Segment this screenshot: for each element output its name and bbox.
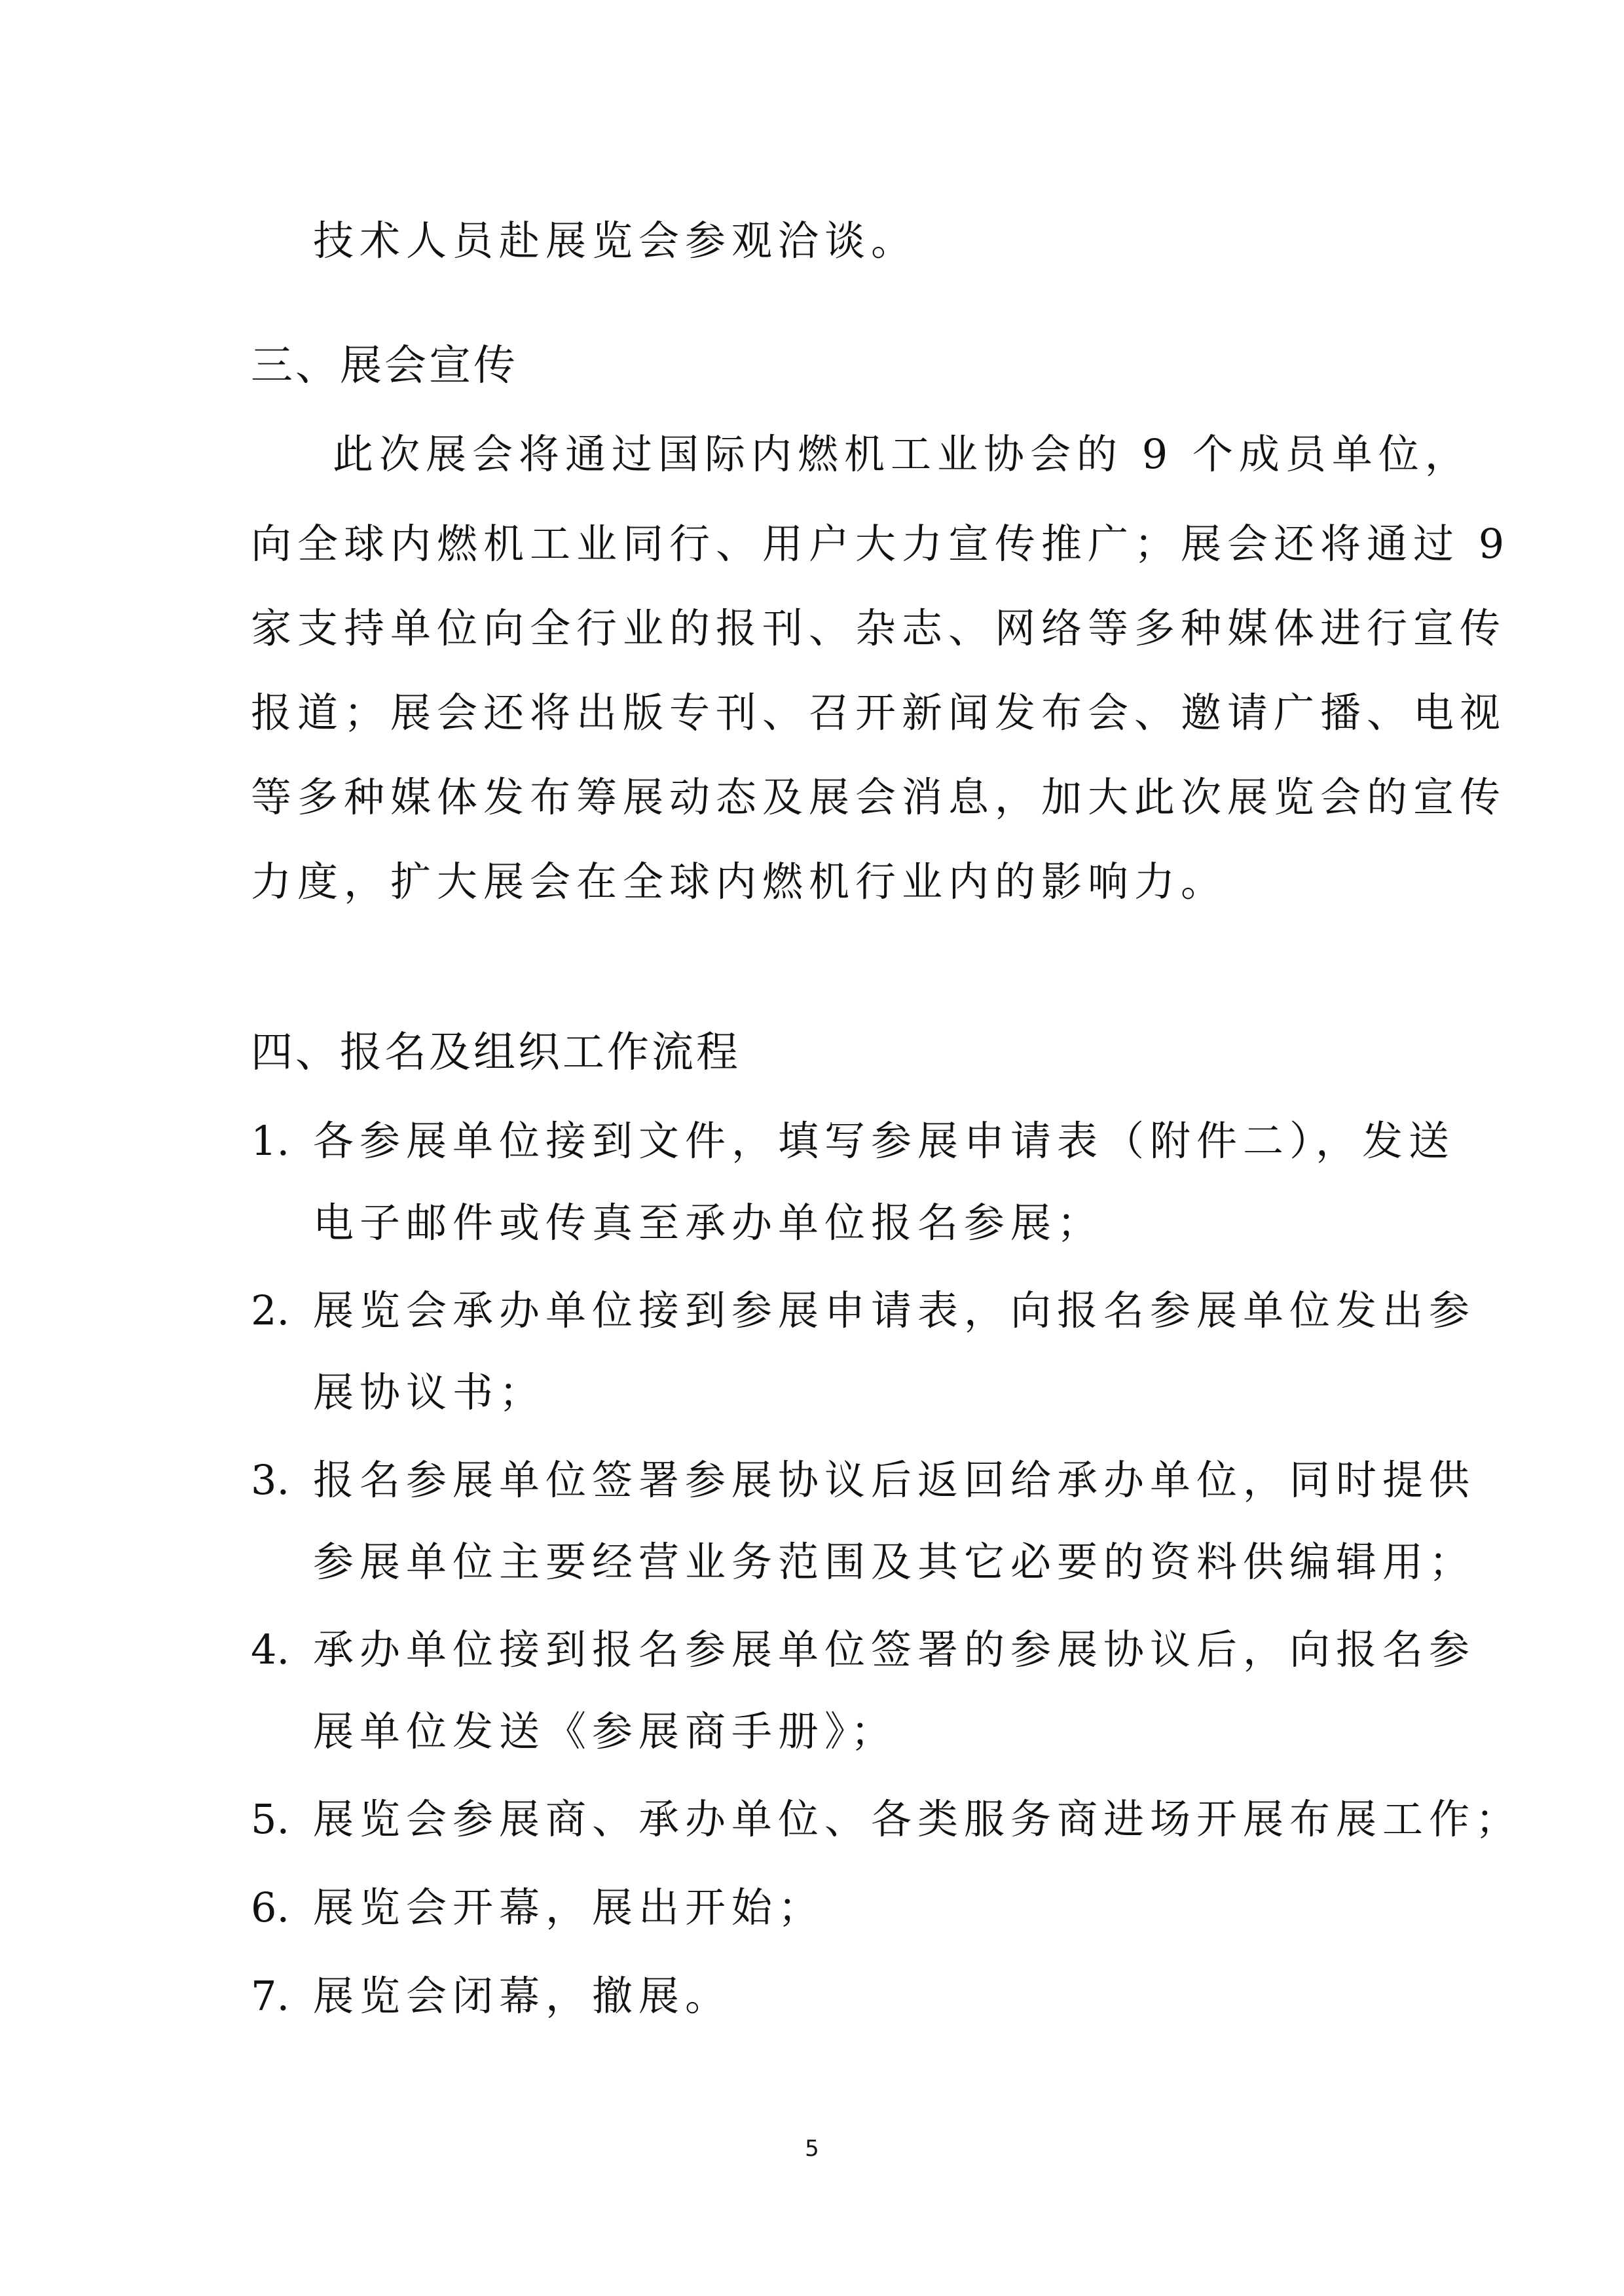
list-item-number: 7.	[251, 1972, 290, 2020]
list-item-number: 5.	[251, 1795, 290, 1843]
list-item	[251, 1454, 1475, 1506]
list-item	[251, 1970, 731, 2022]
list-item-continuation: 展协议书；	[313, 1368, 546, 1416]
list-item-number: 2.	[251, 1286, 290, 1334]
paragraph-line: 向全球内燃机工业同行、用户大力宣传推广；展会还将通过 9	[251, 520, 1511, 568]
paragraph-line: 等多种媒体发布筹展动态及展会消息，加大此次展览会的宣传	[251, 773, 1507, 821]
list-item-text: 展览会参展商、承办单位、各类服务商进场开展布展工作；	[313, 1795, 1522, 1843]
paragraph-line: 技术人员赴展览会参观洽谈。	[313, 217, 918, 264]
list-item	[251, 1115, 1455, 1167]
paragraph-line: 家支持单位向全行业的报刊、杂志、网络等多种媒体进行宣传	[251, 604, 1507, 652]
list-item	[251, 1624, 1475, 1676]
list-item-text: 展览会闭幕，撤展。	[313, 1972, 732, 2020]
list-item-number: 3.	[251, 1456, 290, 1504]
list-item	[251, 1793, 1522, 1846]
list-item	[251, 1882, 824, 1934]
paragraph-line: 此次展会将通过国际内燃机工业协会的 9 个成员单位，	[333, 430, 1471, 478]
list-item-continuation: 电子邮件或传真至承办单位报名参展；	[313, 1199, 1104, 1247]
page-number: 5	[805, 2136, 819, 2162]
list-item-number: 1.	[251, 1117, 290, 1165]
list-item-continuation: 展单位发送《参展商手册》；	[313, 1707, 898, 1755]
list-item-text: 报名参展单位签署参展协议后返回给承办单位，同时提供	[313, 1456, 1476, 1504]
list-item-number: 6.	[251, 1884, 290, 1931]
paragraph-line: 报道；展会还将出版专刊、召开新闻发布会、邀请广播、电视	[251, 689, 1507, 737]
list-item-number: 4.	[251, 1626, 290, 1673]
list-item-text: 各参展单位接到文件，填写参展申请表（附件二），发送	[313, 1117, 1456, 1165]
list-item-text: 展览会开幕，展出开始；	[313, 1884, 825, 1931]
section-heading: 四、报名及组织工作流程	[251, 1029, 741, 1077]
list-item-continuation: 参展单位主要经营业务范围及其它必要的资料供编辑用；	[313, 1538, 1476, 1586]
list-item-text: 展览会承办单位接到参展申请表，向报名参展单位发出参	[313, 1286, 1476, 1334]
list-item-text: 承办单位接到报名参展单位签署的参展协议后，向报名参	[313, 1626, 1476, 1673]
paragraph-line: 力度，扩大展会在全球内燃机行业内的影响力。	[251, 858, 1228, 905]
section-heading: 三、展会宣传	[251, 342, 518, 390]
list-item	[251, 1285, 1475, 1337]
